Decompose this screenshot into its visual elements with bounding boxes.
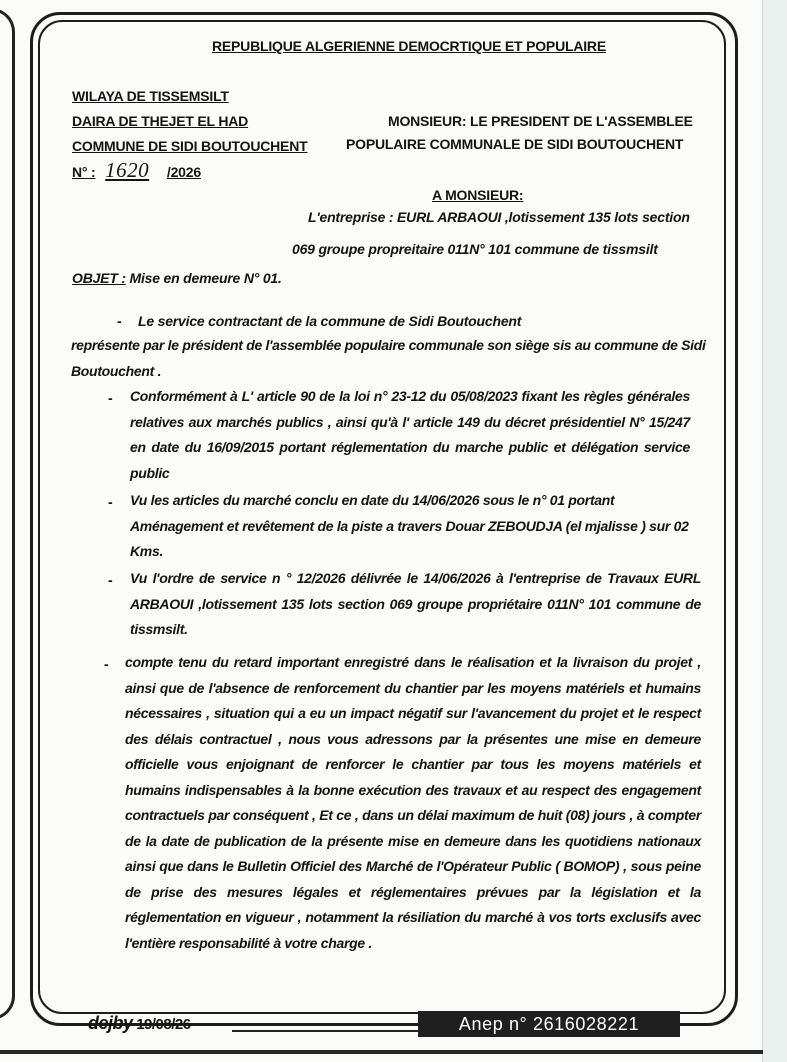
bullet-4-text: compte tenu du retard important enregistré dans le réalisation et la livraison du projet , ainsi que de l'absence de renforcement du chantier par les moyens matériels et humains nécessaires , situation qui a eu un impact négatif sur l'avancement du projet et le respect des délais contractuel , nous vous adressons par la présentes une mise en demeure officielle vous enjoignant de renforcer le chantier par tous les moyens matériels et humains indispensables à la bonne exécution des travaux et au respect des engagement contractuels par conséquent , Et ce , dans un délai maximum de huit (08) jours , à compter de la date de publication de la présente mise en demeure dans les quotidiens nationaux ainsi que dans le Bulletin Officiel des Marché de l'Opérateur Public ( BOMOP) , sous peine de prise des mesures légales et réglementaires prévues par la législation et la réglementation en vigueur , notamment la résiliation du marché à vos torts exclusifs avec l'entière responsabilité à votre charge . bbox=[125, 654, 701, 951]
page-bottom-rule bbox=[0, 1050, 763, 1054]
adjacent-page-edge bbox=[0, 8, 15, 1020]
adjacent-page-strip bbox=[762, 0, 787, 1062]
commune-line: COMMUNE DE SIDI BOUTOUCHENT bbox=[72, 138, 308, 154]
handwritten-number: 1620 bbox=[105, 158, 150, 182]
number-prefix: N° : bbox=[72, 164, 96, 180]
sender-line-1: MONSIEUR: LE PRESIDENT DE L'ASSEMBLEE bbox=[388, 113, 693, 129]
daira-line: DAIRA DE THEJET EL HAD bbox=[72, 113, 249, 129]
dejby-stamp bbox=[88, 1013, 191, 1034]
bullet-2-dash: - bbox=[108, 494, 113, 510]
sender-line-2: POPULAIRE COMMUNALE DE SIDI BOUTOUCHENT bbox=[346, 136, 684, 152]
bullet-1-text: Conformément à L' article 90 de la loi n° 23-12 du 05/08/2023 fixant les règles générales relatives aux marchés publics , ainsi qu'à l' article 149 du décret présidentiel N° 15/247 en date du 16/09/2015 portant réglementation du marche public et délégation service public bbox=[130, 388, 690, 481]
intro-line-1: Le service contractant de la commune de Sidi Boutouchent bbox=[138, 313, 522, 329]
bullet-3-dash: - bbox=[108, 572, 113, 588]
number-year: /2026 bbox=[166, 164, 201, 180]
intro-dash: - bbox=[117, 313, 122, 329]
anep-reference-badge: Anep n° 2616028221 bbox=[418, 1011, 680, 1037]
objet-text: Mise en demeure N° 01. bbox=[129, 270, 282, 286]
intro-paragraph: représente par le président de l'assemblée populaire communale son siège sis au commune de Sidi Boutouchent . bbox=[71, 337, 706, 379]
stamp-date: 19/08/26 bbox=[136, 1016, 191, 1033]
recipient-line-2: 069 groupe propreitaire 011N° 101 commune de tissmsilt bbox=[292, 241, 658, 257]
bullet-3-text: Vu l'ordre de service n ° 12/2026 délivrée le 14/06/2026 à l'entreprise de Travaux EURL ARBAOUI ,lotissement 135 lots section 069 groupe propriétaire 011N° 101 commune de tissmsilt. bbox=[130, 570, 701, 637]
wilaya-line: WILAYA DE TISSEMSILT bbox=[72, 88, 229, 104]
dejby-logo: dejby bbox=[88, 1013, 133, 1033]
bullet-1-dash: - bbox=[108, 390, 113, 406]
reference-number bbox=[72, 158, 201, 183]
republic-heading: REPUBLIQUE ALGERIENNE DEMOCRTIQUE ET POPULAIRE bbox=[212, 38, 606, 54]
footer-divider bbox=[232, 1030, 418, 1032]
objet-line bbox=[72, 270, 282, 286]
bullet-2-text: Vu les articles du marché conclu en date du 14/06/2026 sous le n° 01 portant Aménagement et revêtement de la piste a travers Douar ZEBOUDJA (el mjalisse ) sur 02 Kms. bbox=[130, 492, 689, 559]
recipient-line-1: L'entreprise : EURL ARBAOUI ,lotissement 135 lots section bbox=[308, 209, 690, 225]
bullet-4-dash: - bbox=[104, 656, 109, 672]
objet-label: OBJET : bbox=[72, 270, 126, 286]
recipient-title: A MONSIEUR: bbox=[432, 187, 524, 203]
